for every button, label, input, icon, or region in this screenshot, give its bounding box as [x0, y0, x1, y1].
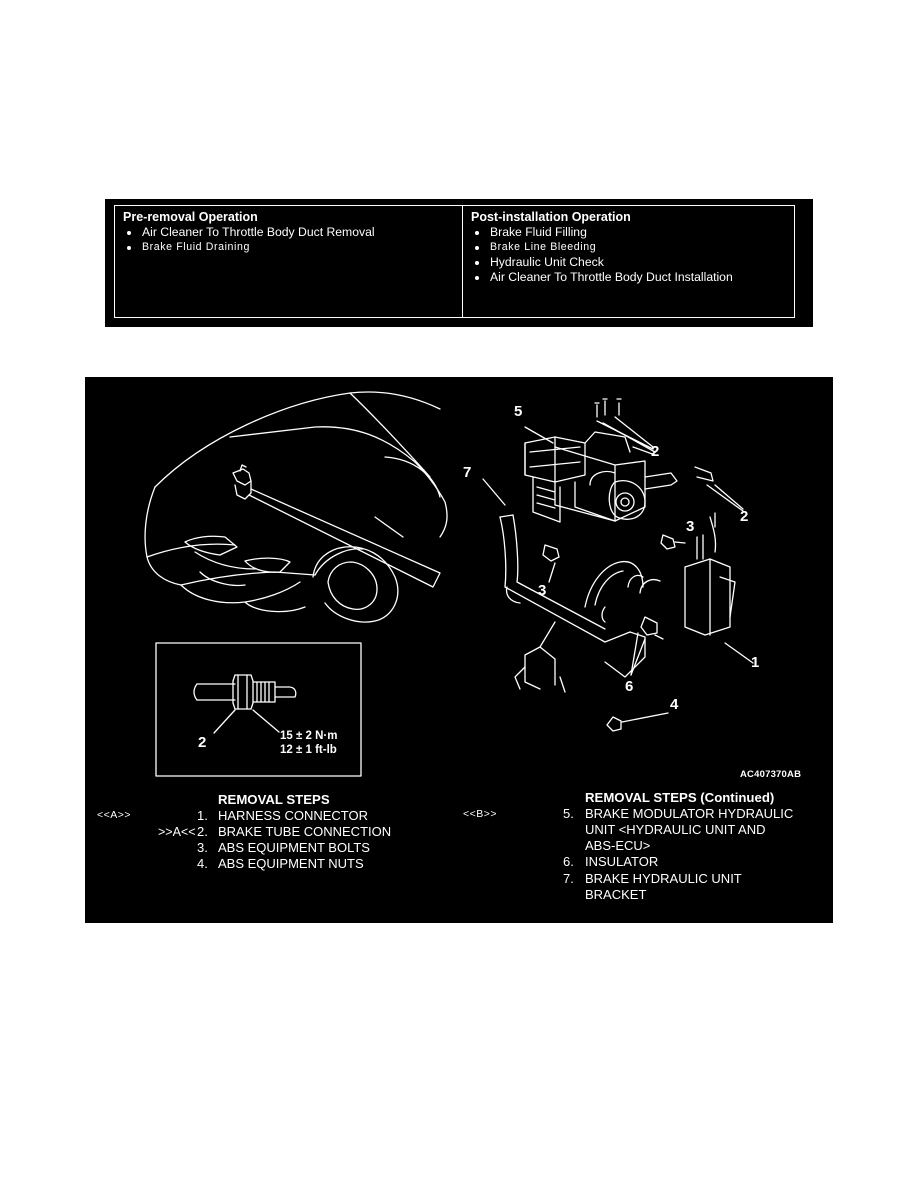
- callout-1: 1: [751, 654, 760, 671]
- figure-code: AC407370AB: [740, 769, 802, 780]
- bracket-drawing: [500, 515, 645, 695]
- list-item: Brake Line Bleeding: [471, 240, 786, 255]
- step-number: 7.: [563, 871, 574, 886]
- post-installation-list: [471, 225, 786, 285]
- list-item: Brake Fluid Draining: [123, 240, 454, 255]
- step-text: BRACKET: [585, 887, 647, 902]
- removal-steps-continued-title: REMOVAL STEPS (Continued): [585, 790, 775, 805]
- step-number: 1.: [197, 808, 208, 823]
- callout-4: 4: [670, 696, 679, 713]
- callout-6: 6: [625, 678, 634, 695]
- step-number: 2.: [197, 824, 208, 839]
- callout-5: 5: [514, 403, 523, 420]
- step-text: HARNESS CONNECTOR: [218, 808, 369, 823]
- list-item: Hydraulic Unit Check: [471, 255, 786, 270]
- pre-removal-title: Pre-removal Operation: [123, 210, 258, 224]
- callout-3: 3: [538, 582, 547, 599]
- marker-a-suffix: >>A<<: [158, 825, 196, 839]
- step-text: ABS-ECU>: [585, 838, 651, 853]
- post-installation-column: [462, 206, 794, 317]
- list-item: Air Cleaner To Throttle Body Duct Installation: [471, 270, 786, 285]
- post-installation-title: Post-installation Operation: [471, 210, 631, 224]
- leader-lines: [483, 417, 753, 722]
- step-number: 6.: [563, 854, 574, 869]
- callout-2: 2: [740, 508, 749, 525]
- list-item: Brake Fluid Filling: [471, 225, 786, 240]
- operations-table: [105, 199, 813, 327]
- car-front-drawing: [145, 392, 447, 622]
- callout-7: 7: [463, 464, 472, 481]
- illustration-panel: [85, 377, 833, 923]
- step-number: 4.: [197, 856, 208, 871]
- operations-table-frame: [114, 205, 795, 318]
- step-text: ABS EQUIPMENT BOLTS: [218, 840, 370, 855]
- callout-3: 3: [686, 518, 695, 535]
- list-item: Air Cleaner To Throttle Body Duct Removal: [123, 225, 454, 240]
- step-text: BRAKE TUBE CONNECTION: [218, 824, 392, 839]
- step-text: BRAKE MODULATOR HYDRAULIC: [585, 806, 794, 821]
- step-number: 5.: [563, 806, 574, 821]
- pre-removal-list: [123, 225, 454, 255]
- step-text: INSULATOR: [585, 854, 659, 869]
- marker-a-prefix: <<A>>: [97, 809, 132, 821]
- torque-imperial: 12 ± 1 ft-lb: [280, 744, 337, 756]
- step-number: 3.: [197, 840, 208, 855]
- marker-b: <<B>>: [463, 808, 498, 820]
- callout-2: 2: [198, 734, 207, 751]
- step-text: BRAKE HYDRAULIC UNIT: [585, 871, 742, 886]
- removal-steps-title: REMOVAL STEPS: [218, 792, 330, 807]
- step-text: ABS EQUIPMENT NUTS: [218, 856, 364, 871]
- pre-removal-column: [115, 206, 462, 317]
- callout-2: 2: [651, 443, 660, 460]
- brake-tube-fitting-drawing: [194, 675, 296, 733]
- torque-metric: 15 ± 2 N·m: [280, 730, 338, 742]
- step-text: UNIT <HYDRAULIC UNIT AND: [585, 822, 766, 837]
- hydraulic-unit-drawing: [525, 399, 677, 522]
